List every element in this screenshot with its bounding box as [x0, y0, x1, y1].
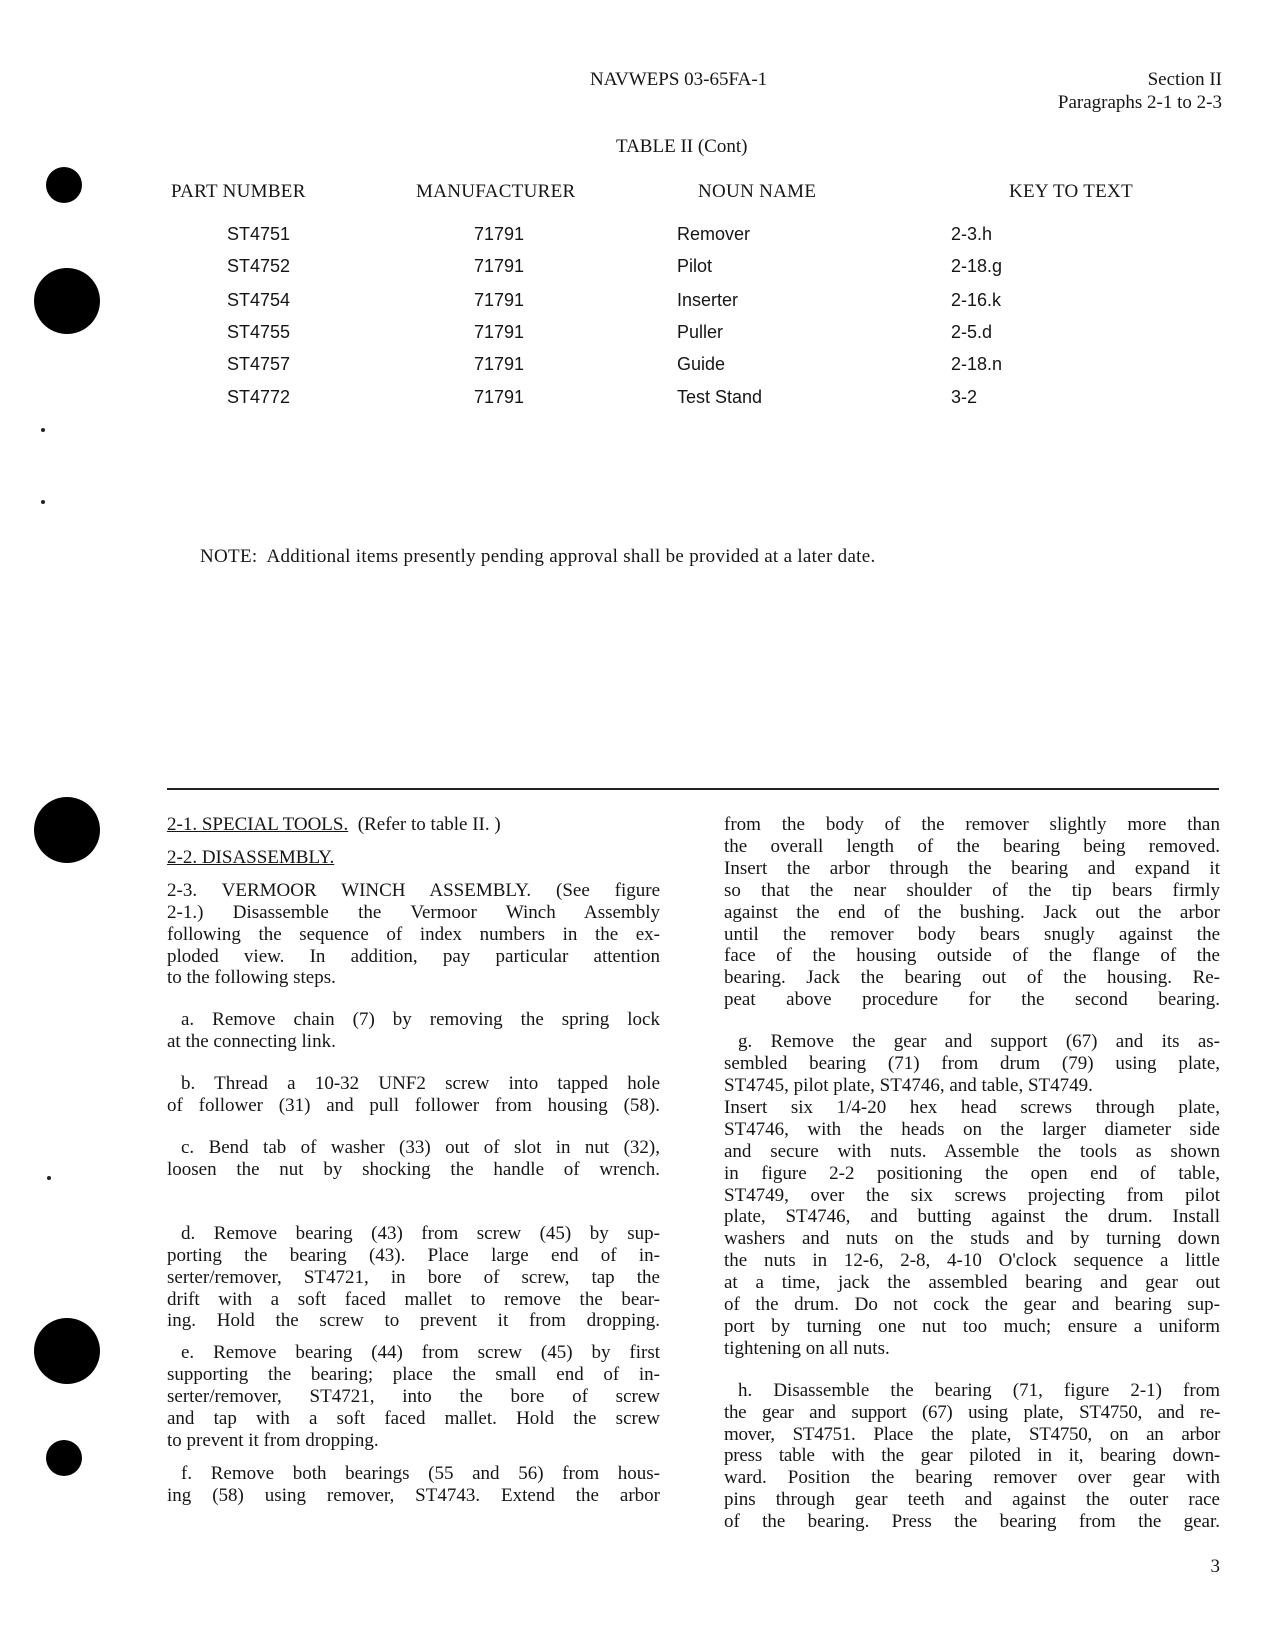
section-label: Section II — [1147, 69, 1222, 90]
text-line: following the sequence of index numbers in the ex- — [167, 923, 660, 945]
cell-part-number: ST4772 — [227, 387, 291, 407]
text-line: supporting the bearing; place the small end of in- — [167, 1364, 660, 1386]
text-line: to the following steps. — [167, 967, 336, 989]
cell-part-number: ST4755 — [227, 322, 291, 342]
text-line: g. Remove the gear and support (67) and its as- — [738, 1031, 1220, 1053]
text-line: a. Remove chain (7) by removing the spring lock — [181, 1009, 660, 1031]
text-line: ward. Position the bearing remover over gear with — [724, 1467, 1220, 1489]
cell-part-number: ST4757 — [227, 354, 291, 374]
heading-special-tools: 2-1. SPECIAL TOOLS. — [167, 814, 349, 835]
text-line: and tap with a soft faced mallet. Hold the screw — [167, 1408, 660, 1430]
right-column — [724, 814, 1220, 1533]
text-line: serter/remover, ST4721, into the bore of screw — [167, 1386, 660, 1408]
text-line: against the end of the bushing. Jack out the arbor — [724, 901, 1220, 923]
step-g — [724, 1031, 1220, 1360]
doc-number: NAVWEPS 03-65FA-1 — [590, 69, 768, 90]
text-line: serter/remover, ST4721, in bore of screw, tap the — [167, 1266, 660, 1288]
text-line: e. Remove bearing (44) from screw (45) by first — [181, 1342, 660, 1364]
cell-manufacturer: 71791 — [474, 290, 525, 310]
cell-manufacturer: 71791 — [474, 322, 525, 342]
cell-part-number: ST4754 — [227, 290, 291, 310]
cell-noun-name: Puller — [677, 322, 724, 342]
cell-noun-name: Test Stand — [677, 387, 763, 407]
text-line: Insert the arbor through the bearing and expand it — [724, 857, 1220, 879]
col-header-part-number: PART NUMBER — [171, 181, 306, 202]
text-line: of follower (31) and pull follower from housing (58). — [167, 1095, 660, 1117]
cell-key-to-text: 2-5.d — [951, 322, 993, 342]
col-header-key-to-text: KEY TO TEXT — [1009, 181, 1133, 202]
text-line: c. Bend tab of washer (33) out of slot in nut (32), — [181, 1136, 660, 1158]
text-line: washers and nuts on the studs and by turning down — [724, 1228, 1220, 1250]
text-line: 2-1.) Disassemble the Vermoor Winch Assembly — [167, 901, 660, 923]
binder-hole — [46, 167, 82, 203]
text-line: the overall length of the bearing being removed. — [724, 835, 1220, 857]
text-line: until the remover body bears snugly against the — [724, 923, 1220, 945]
cell-noun-name: Pilot — [677, 256, 713, 276]
para-2-1-text: (Refer to table II. ) — [357, 814, 501, 835]
text-line: ing (58) using remover, ST4743. Extend the arbor — [167, 1484, 660, 1506]
paragraphs-label: Paragraphs 2-1 to 2-3 — [1057, 92, 1222, 113]
text-line: ing. Hold the screw to prevent it from dropping. — [167, 1310, 660, 1332]
text-line: of the drum. Do not cock the gear and bearing sup- — [724, 1294, 1220, 1316]
text-line: so that the near shoulder of the tip bears firmly — [724, 879, 1220, 901]
text-line: to prevent it from dropping. — [167, 1429, 379, 1451]
text-line: f. Remove both bearings (55 and 56) from hous- — [181, 1462, 660, 1484]
text-line: bearing. Jack the bearing out of the housing. Re- — [724, 967, 1220, 989]
text-line: from the body of the remover slightly more than — [724, 814, 1220, 835]
cell-key-to-text: 2-18.g — [951, 256, 1003, 276]
step-d — [167, 1223, 660, 1333]
left-column — [167, 814, 660, 1507]
speck — [41, 500, 45, 504]
step-f — [167, 1463, 660, 1507]
text-line: the gear and support (67) using plate, ST4750, and re- — [724, 1401, 1220, 1423]
text-line: porting the bearing (43). Place large end of in- — [167, 1244, 660, 1266]
text-line: d. Remove bearing (43) from screw (45) by sup- — [181, 1222, 660, 1244]
text-line: loosen the nut by shocking the handle of wrench. — [167, 1158, 660, 1180]
text-line: tightening on all nuts. — [724, 1337, 890, 1359]
text-line: in figure 2-2 positioning the open end of table, — [724, 1162, 1220, 1184]
divider-rule — [167, 788, 1219, 790]
cell-noun-name: Remover — [677, 224, 751, 244]
cell-key-to-text: 2-18.n — [951, 354, 1003, 374]
text-line: ST4746, with the heads on the larger diameter side — [724, 1118, 1220, 1140]
text-line: of the bearing. Press the bearing from the gear. — [724, 1511, 1220, 1533]
cell-key-to-text: 2-16.k — [951, 290, 1002, 310]
cell-key-to-text: 3-2 — [951, 387, 978, 407]
cell-part-number: ST4751 — [227, 224, 291, 244]
binder-hole — [34, 1318, 100, 1384]
binder-hole — [34, 797, 100, 863]
text-line: the nuts in 12-6, 2-8, 4-10 O'clock sequence a little — [724, 1250, 1220, 1272]
note: NOTE: Additional items presently pending approval shall be provided at a later date. — [200, 546, 876, 567]
speck — [47, 1176, 51, 1180]
binder-hole — [34, 268, 100, 334]
cell-part-number: ST4752 — [227, 256, 291, 276]
text-line: ploded view. In addition, pay particular attention — [167, 945, 660, 967]
speck — [41, 428, 45, 432]
cell-noun-name: Guide — [677, 354, 726, 374]
step-h — [724, 1380, 1220, 1533]
text-line: ST4749, over the six screws projecting from pilot — [724, 1184, 1220, 1206]
text-line: press table with the gear piloted in it, bearing down- — [724, 1445, 1220, 1467]
text-line: pins through gear teeth and against the outer race — [724, 1489, 1220, 1511]
text-line: mover, ST4751. Place the plate, ST4750, on an arbor — [724, 1423, 1220, 1445]
cell-manufacturer: 71791 — [474, 354, 525, 374]
step-f-continued — [724, 814, 1220, 1011]
col-header-manufacturer: MANUFACTURER — [416, 181, 576, 202]
col-header-noun-name: NOUN NAME — [698, 181, 817, 202]
page-number: 3 — [1210, 1556, 1220, 1577]
step-a — [167, 1009, 660, 1053]
text-line: at a time, jack the assembled bearing and gear out — [724, 1272, 1220, 1294]
text-line: drift with a soft faced mallet to remove the bear- — [167, 1288, 660, 1310]
text-line: plate, ST4746, and butting against the drum. Install — [724, 1206, 1220, 1228]
para-2-1 — [167, 814, 660, 836]
text-line: and secure with nuts. Assemble the tools as shown — [724, 1140, 1220, 1162]
cell-manufacturer: 71791 — [474, 387, 525, 407]
text-line: sembled bearing (71) from drum (79) using plate, — [724, 1053, 1220, 1075]
table-title: TABLE II (Cont) — [616, 136, 748, 157]
heading-disassembly: 2-2. DISASSEMBLY. — [167, 846, 335, 868]
para-2-2 — [167, 847, 660, 869]
step-c — [167, 1137, 660, 1181]
para-2-3 — [167, 880, 660, 990]
step-b — [167, 1073, 660, 1117]
text-line: at the connecting link. — [167, 1031, 336, 1053]
cell-manufacturer: 71791 — [474, 224, 525, 244]
text-line: 2-3. VERMOOR WINCH ASSEMBLY. (See figure — [167, 879, 660, 901]
cell-manufacturer: 71791 — [474, 256, 525, 276]
text-line: b. Thread a 10-32 UNF2 screw into tapped hole — [181, 1073, 660, 1095]
cell-key-to-text: 2-3.h — [951, 224, 993, 244]
text-line: ST4745, pilot plate, ST4746, and table, ST4749. — [724, 1074, 1093, 1096]
text-line: port by turning one nut too much; ensure a uniform — [724, 1315, 1220, 1337]
text-line: Insert six 1/4-20 hex head screws through plate, — [724, 1096, 1220, 1118]
cell-noun-name: Inserter — [677, 290, 739, 310]
binder-hole — [46, 1440, 82, 1476]
text-line: peat above procedure for the second bearing. — [724, 989, 1220, 1011]
step-e — [167, 1342, 660, 1452]
text-line: face of the housing outside of the flange of the — [724, 945, 1220, 967]
text-line: h. Disassemble the bearing (71, figure 2-1) from — [738, 1379, 1220, 1401]
